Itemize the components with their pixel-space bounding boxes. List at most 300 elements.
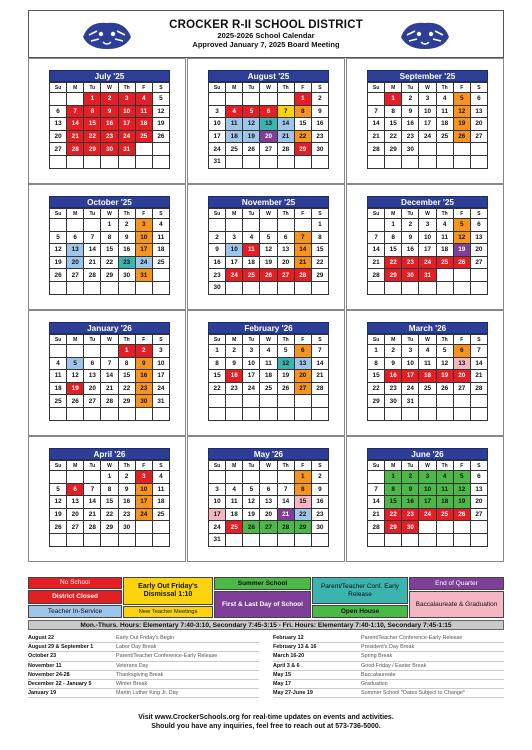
day-cell: 3	[135, 219, 152, 232]
day-cell: 15	[385, 496, 402, 509]
day-cell	[152, 269, 169, 282]
day-cell: 14	[470, 357, 487, 370]
weekday-header: M	[385, 83, 402, 93]
day-cell	[311, 155, 328, 168]
day-cell: 20	[294, 370, 311, 383]
day-cell: 10	[419, 105, 436, 118]
day-cell: 7	[294, 231, 311, 244]
event-date: May 27-June 19	[273, 690, 313, 697]
event-name: Good Friday / Easter Break	[361, 662, 427, 669]
day-cell	[470, 533, 487, 546]
day-cell	[67, 533, 84, 546]
day-cell	[243, 219, 260, 232]
day-cell: 15	[385, 244, 402, 257]
day-cell: 26	[260, 269, 277, 282]
day-cell: 3	[243, 345, 260, 358]
day-cell: 4	[436, 93, 453, 106]
day-cell: 29	[385, 269, 402, 282]
day-cell	[226, 407, 243, 420]
day-cell	[402, 155, 419, 168]
day-cell: 29	[385, 521, 402, 534]
day-cell: 10	[209, 118, 226, 131]
weekday-header: M	[226, 209, 243, 219]
day-cell	[294, 155, 311, 168]
month-calendar	[367, 448, 488, 547]
day-cell: 18	[243, 256, 260, 269]
weekday-header: Tu	[243, 335, 260, 345]
day-cell: 23	[209, 269, 226, 282]
day-cell: 19	[152, 118, 169, 131]
day-cell	[209, 219, 226, 232]
month-calendar	[49, 322, 170, 421]
day-cell: 18	[135, 118, 152, 131]
month-cell	[346, 58, 504, 184]
month-name: May '26	[208, 448, 329, 460]
day-cell: 15	[294, 118, 311, 131]
day-cell: 16	[118, 496, 135, 509]
day-cell	[84, 345, 101, 358]
day-cell: 4	[436, 219, 453, 232]
day-cell: 30	[311, 521, 328, 534]
day-cell: 25	[135, 130, 152, 143]
day-cell: 9	[385, 357, 402, 370]
month-calendar	[208, 448, 329, 547]
weekday-header: W	[419, 461, 436, 471]
day-cell: 21	[277, 508, 294, 521]
weekday-header: S	[311, 209, 328, 219]
day-cell: 14	[294, 244, 311, 257]
day-cell	[260, 471, 277, 484]
day-cell: 21	[311, 370, 328, 383]
day-cell: 6	[67, 483, 84, 496]
event-row	[273, 643, 504, 652]
day-cell	[101, 155, 118, 168]
month-days-table	[208, 334, 329, 421]
day-cell	[277, 219, 294, 232]
day-cell: 14	[311, 357, 328, 370]
day-cell	[453, 407, 470, 420]
day-cell: 1	[385, 219, 402, 232]
day-cell: 1	[101, 219, 118, 232]
day-cell: 30	[209, 281, 226, 294]
weekday-header: Su	[50, 461, 67, 471]
weekday-header: S	[311, 335, 328, 345]
day-cell: 5	[67, 357, 84, 370]
day-cell	[226, 395, 243, 408]
day-cell: 24	[419, 256, 436, 269]
day-cell: 24	[402, 382, 419, 395]
day-cell: 13	[50, 118, 67, 131]
weekday-header: Tu	[84, 83, 101, 93]
day-cell	[135, 143, 152, 156]
day-cell: 12	[436, 357, 453, 370]
month-calendar	[367, 196, 488, 295]
day-cell: 12	[453, 483, 470, 496]
day-cell: 5	[436, 345, 453, 358]
day-cell: 31	[135, 269, 152, 282]
day-cell: 14	[67, 118, 84, 131]
month-name: August '25	[208, 70, 329, 82]
event-date: January 19	[28, 690, 57, 697]
day-cell: 23	[311, 508, 328, 521]
day-cell: 2	[226, 345, 243, 358]
weekday-header: F	[135, 209, 152, 219]
day-cell: 19	[453, 496, 470, 509]
day-cell: 5	[260, 231, 277, 244]
month-calendar	[367, 322, 488, 421]
day-cell: 2	[402, 219, 419, 232]
day-cell: 18	[226, 508, 243, 521]
day-cell: 8	[101, 231, 118, 244]
day-cell: 25	[436, 130, 453, 143]
event-date: October 23	[28, 653, 57, 660]
day-cell: 27	[470, 508, 487, 521]
day-cell	[277, 471, 294, 484]
day-cell: 29	[294, 143, 311, 156]
day-cell: 22	[385, 508, 402, 521]
day-cell: 22	[84, 130, 101, 143]
day-cell	[135, 281, 152, 294]
day-cell	[152, 143, 169, 156]
day-cell	[50, 93, 67, 106]
day-cell	[209, 471, 226, 484]
day-cell: 11	[226, 118, 243, 131]
day-cell	[226, 281, 243, 294]
day-cell: 22	[368, 382, 385, 395]
weekday-header: Th	[436, 209, 453, 219]
day-cell: 11	[135, 105, 152, 118]
day-cell: 16	[402, 244, 419, 257]
day-cell: 27	[67, 521, 84, 534]
day-cell: 17	[243, 370, 260, 383]
day-cell	[260, 533, 277, 546]
day-cell: 14	[84, 244, 101, 257]
day-cell	[243, 155, 260, 168]
day-cell	[385, 281, 402, 294]
legend-no-school: No School	[28, 577, 122, 589]
day-cell	[260, 219, 277, 232]
day-cell	[226, 155, 243, 168]
weekday-header: W	[101, 461, 118, 471]
day-cell: 16	[209, 256, 226, 269]
day-cell	[453, 281, 470, 294]
weekday-header: W	[419, 209, 436, 219]
day-cell: 12	[260, 244, 277, 257]
day-cell: 20	[67, 256, 84, 269]
day-cell: 3	[402, 345, 419, 358]
day-cell: 21	[277, 130, 294, 143]
day-cell: 18	[152, 244, 169, 257]
event-name: Veterans Day	[116, 662, 149, 669]
day-cell	[226, 93, 243, 106]
month-days-table	[208, 208, 329, 295]
day-cell: 15	[385, 118, 402, 131]
day-cell: 17	[419, 118, 436, 131]
day-cell: 21	[368, 256, 385, 269]
weekday-header: Tu	[402, 335, 419, 345]
day-cell: 21	[470, 370, 487, 383]
day-cell	[368, 407, 385, 420]
day-cell	[419, 281, 436, 294]
approval-note: Approved January 7, 2025 Board Meeting	[192, 40, 340, 49]
day-cell: 7	[277, 105, 294, 118]
day-cell: 30	[101, 143, 118, 156]
weekday-header: W	[101, 209, 118, 219]
day-cell: 9	[118, 231, 135, 244]
day-cell: 19	[67, 382, 84, 395]
weekday-header: Tu	[243, 83, 260, 93]
day-cell: 12	[243, 496, 260, 509]
month-name: December '25	[367, 196, 488, 208]
day-cell	[84, 407, 101, 420]
day-cell: 19	[243, 130, 260, 143]
event-date: April 3 & 6	[273, 662, 300, 669]
event-row	[273, 634, 504, 643]
day-cell	[84, 219, 101, 232]
day-cell: 22	[385, 130, 402, 143]
event-row	[28, 652, 259, 661]
day-cell: 24	[419, 130, 436, 143]
day-cell: 2	[209, 231, 226, 244]
day-cell	[311, 407, 328, 420]
day-cell: 7	[277, 483, 294, 496]
day-cell: 6	[277, 231, 294, 244]
day-cell: 13	[260, 496, 277, 509]
weekday-header: F	[294, 461, 311, 471]
day-cell	[84, 471, 101, 484]
day-cell: 25	[152, 256, 169, 269]
weekday-header: W	[419, 83, 436, 93]
day-cell: 12	[152, 105, 169, 118]
footer	[28, 714, 504, 731]
day-cell	[243, 281, 260, 294]
day-cell	[419, 533, 436, 546]
month-days-table	[49, 334, 170, 421]
event-date: February 12	[273, 635, 304, 641]
event-date: November 24-28	[28, 671, 70, 678]
day-cell: 11	[436, 483, 453, 496]
weekday-header: W	[260, 83, 277, 93]
day-cell: 1	[118, 345, 135, 358]
day-cell	[470, 269, 487, 282]
day-cell	[368, 281, 385, 294]
day-cell: 30	[118, 269, 135, 282]
month-cell	[187, 436, 345, 562]
day-cell: 20	[260, 508, 277, 521]
day-cell	[294, 407, 311, 420]
event-row	[28, 662, 259, 671]
weekday-header: Tu	[243, 209, 260, 219]
event-name: Winter Break	[116, 680, 148, 687]
day-cell: 7	[368, 231, 385, 244]
day-cell: 13	[470, 231, 487, 244]
day-cell: 31	[402, 395, 419, 408]
day-cell: 30	[311, 143, 328, 156]
day-cell: 9	[311, 483, 328, 496]
day-cell: 25	[419, 382, 436, 395]
day-cell: 21	[294, 256, 311, 269]
day-cell: 28	[368, 143, 385, 156]
events-left-column	[28, 634, 259, 698]
day-cell: 24	[135, 256, 152, 269]
weekday-header: F	[135, 83, 152, 93]
event-name: Baccalaureate	[361, 671, 396, 678]
day-cell: 1	[311, 219, 328, 232]
event-date: March 16-20	[273, 653, 305, 660]
day-cell: 25	[226, 521, 243, 534]
day-cell	[243, 93, 260, 106]
day-cell: 13	[277, 244, 294, 257]
weekday-header: W	[419, 335, 436, 345]
day-cell: 24	[118, 130, 135, 143]
day-cell: 2	[118, 219, 135, 232]
day-cell	[402, 533, 419, 546]
event-row	[273, 662, 504, 671]
day-cell: 16	[226, 370, 243, 383]
weekday-header: M	[67, 461, 84, 471]
weekday-header: S	[311, 83, 328, 93]
event-name: Parent/Teacher Conference-Early Release	[116, 653, 218, 660]
day-cell: 4	[135, 93, 152, 106]
day-cell	[277, 281, 294, 294]
event-name: Spring Break	[361, 653, 393, 660]
day-cell: 4	[152, 471, 169, 484]
day-cell	[118, 533, 135, 546]
day-cell	[84, 533, 101, 546]
month-name: March '26	[367, 322, 488, 334]
day-cell: 3	[419, 219, 436, 232]
day-cell	[436, 143, 453, 156]
day-cell: 18	[419, 370, 436, 383]
day-cell: 12	[50, 244, 67, 257]
day-cell: 14	[101, 370, 118, 383]
day-cell: 17	[209, 130, 226, 143]
event-name: Graduation	[361, 680, 388, 687]
day-cell: 20	[260, 130, 277, 143]
weekday-header: F	[294, 83, 311, 93]
day-cell: 27	[50, 143, 67, 156]
day-cell: 16	[402, 118, 419, 131]
day-cell: 20	[453, 370, 470, 383]
day-cell: 6	[67, 231, 84, 244]
day-cell	[260, 93, 277, 106]
weekday-header: Th	[118, 461, 135, 471]
day-cell: 26	[453, 256, 470, 269]
tiger-logo-icon	[397, 17, 453, 53]
day-cell: 30	[402, 521, 419, 534]
day-cell: 9	[402, 231, 419, 244]
day-cell: 23	[402, 508, 419, 521]
day-cell: 29	[84, 143, 101, 156]
month-days-table	[367, 208, 488, 295]
day-cell: 29	[294, 521, 311, 534]
month-calendar	[49, 448, 170, 547]
day-cell: 29	[101, 269, 118, 282]
weekday-header: Th	[436, 461, 453, 471]
day-cell: 14	[277, 496, 294, 509]
day-cell	[135, 533, 152, 546]
day-cell: 23	[118, 256, 135, 269]
day-cell: 17	[402, 370, 419, 383]
day-cell: 18	[152, 496, 169, 509]
calendar-subtitle: 2025-2026 School Calendar	[217, 31, 315, 40]
weekday-header: F	[453, 335, 470, 345]
day-cell: 22	[385, 256, 402, 269]
day-cell	[419, 155, 436, 168]
day-cell: 28	[311, 382, 328, 395]
weekday-header: Th	[277, 209, 294, 219]
day-cell	[311, 533, 328, 546]
day-cell: 5	[50, 231, 67, 244]
day-cell: 3	[209, 483, 226, 496]
month-days-table	[208, 460, 329, 547]
day-cell: 4	[152, 219, 169, 232]
day-cell: 21	[368, 130, 385, 143]
day-cell	[436, 281, 453, 294]
day-cell: 21	[368, 508, 385, 521]
month-calendar	[49, 70, 170, 169]
month-name: July '25	[49, 70, 170, 82]
day-cell: 23	[311, 130, 328, 143]
legend-end-quarter: End of Quarter	[409, 577, 504, 590]
weekday-header: Th	[277, 461, 294, 471]
day-cell: 2	[135, 345, 152, 358]
weekday-header: S	[470, 461, 487, 471]
day-cell: 10	[419, 231, 436, 244]
day-cell: 6	[294, 345, 311, 358]
day-cell: 1	[368, 345, 385, 358]
day-cell	[67, 471, 84, 484]
day-cell: 8	[84, 105, 101, 118]
day-cell: 27	[470, 130, 487, 143]
day-cell: 27	[470, 256, 487, 269]
weekday-header: F	[453, 209, 470, 219]
weekday-header: M	[385, 209, 402, 219]
day-cell: 26	[277, 382, 294, 395]
month-cell	[346, 310, 504, 436]
month-calendar	[367, 70, 488, 169]
day-cell	[118, 281, 135, 294]
day-cell: 15	[101, 244, 118, 257]
day-cell	[277, 395, 294, 408]
weekday-header: F	[453, 461, 470, 471]
day-cell: 23	[226, 382, 243, 395]
day-cell	[67, 93, 84, 106]
day-cell: 28	[277, 521, 294, 534]
day-cell: 13	[67, 496, 84, 509]
day-cell	[277, 533, 294, 546]
day-cell	[67, 407, 84, 420]
month-cell	[28, 58, 186, 184]
event-row	[28, 634, 259, 643]
day-cell	[453, 521, 470, 534]
day-cell: 25	[260, 382, 277, 395]
month-cell	[28, 310, 186, 436]
day-cell: 27	[260, 521, 277, 534]
weekday-header: S	[311, 461, 328, 471]
day-cell: 22	[311, 256, 328, 269]
day-cell: 25	[152, 508, 169, 521]
weekday-header: Tu	[84, 209, 101, 219]
school-hours: Mon.-Thurs. Hours: Elementary 7:40-3:10, Secondary 7:45-3:15 - Fri. Hours: Elementary 7:40-1:10, Secondary 7:45-1:15	[28, 620, 504, 630]
month-days-table	[49, 208, 170, 295]
day-cell: 29	[101, 521, 118, 534]
day-cell: 28	[84, 521, 101, 534]
month-name: April '26	[49, 448, 170, 460]
day-cell	[470, 281, 487, 294]
day-cell: 28	[294, 269, 311, 282]
district-title: CROCKER R-II SCHOOL DISTRICT	[169, 19, 363, 31]
